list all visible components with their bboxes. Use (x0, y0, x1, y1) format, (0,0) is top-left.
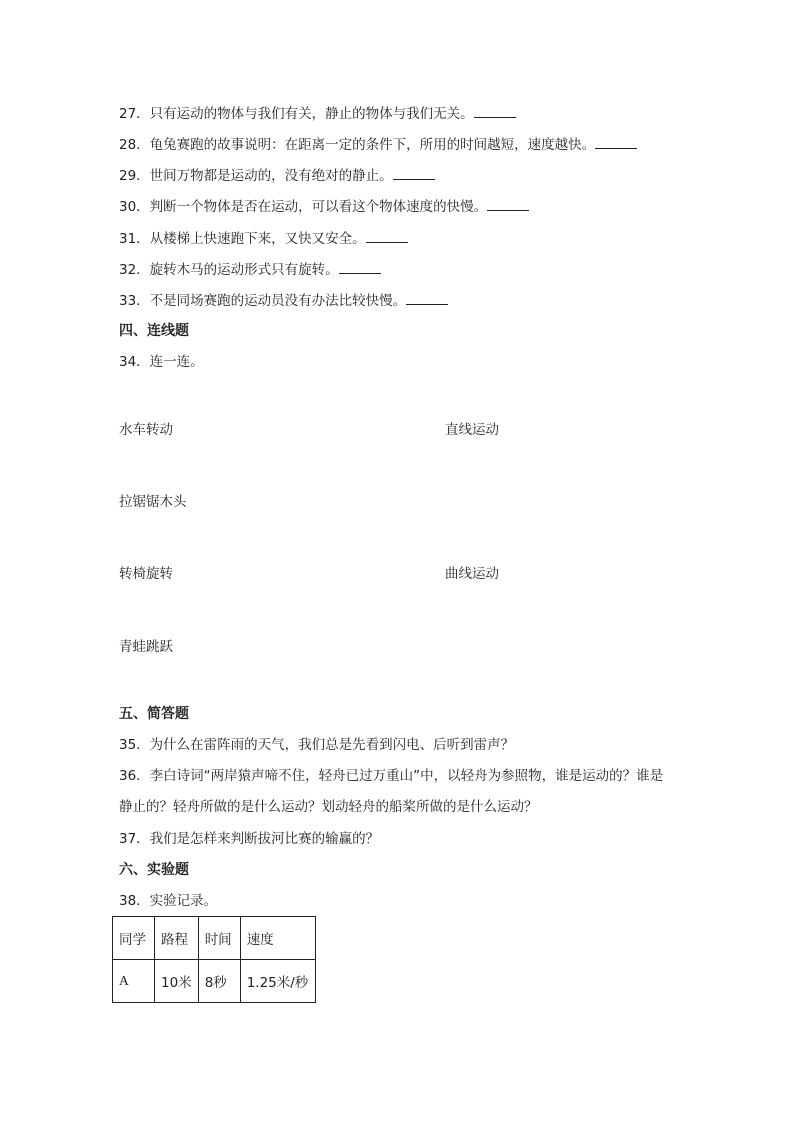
table-cell: 10米 (155, 960, 199, 1003)
answer-blank[interactable] (474, 103, 516, 118)
question-30: 30．判断一个物体是否在运动，可以看这个物体速度的快慢。 (119, 196, 529, 217)
question-32: 32．旋转木马的运动形式只有旋转。 (119, 259, 381, 280)
answer-blank[interactable] (595, 134, 637, 149)
answer-blank[interactable] (366, 228, 408, 243)
table-row (113, 960, 316, 1003)
answer-blank[interactable] (393, 165, 435, 180)
match-right-item[interactable]: 直线运动 (445, 422, 499, 438)
question-36: 36．李白诗词“两岸猿声啼不住，轻舟已过万重山”中，以轻舟为参照物，谁是运动的？谁是 (119, 768, 664, 784)
table-cell: A (113, 960, 155, 1003)
question-31: 31．从楼梯上快速跑下来，又快又安全。 (119, 228, 408, 249)
table-header-cell: 路程 (155, 917, 199, 960)
question-33: 33．不是同场赛跑的运动员没有办法比较快慢。 (119, 290, 448, 311)
table-header-row (113, 917, 316, 960)
match-left-item[interactable]: 拉锯锯木头 (119, 494, 187, 510)
answer-blank[interactable] (487, 196, 529, 211)
experiment-table (112, 916, 316, 1003)
match-right-item[interactable]: 曲线运动 (445, 566, 499, 582)
match-left-item[interactable]: 青蛙跳跃 (119, 639, 173, 655)
section-5-title: 五、简答题 (119, 706, 189, 722)
match-left-item[interactable]: 转椅旋转 (119, 566, 173, 582)
answer-blank[interactable] (406, 290, 448, 305)
question-34: 34．连一连。 (119, 354, 204, 370)
question-37: 37．我们是怎样来判断拔河比赛的输赢的？ (119, 831, 380, 847)
table-header-cell: 同学 (113, 917, 155, 960)
question-36-continued: 静止的？轻舟所做的是什么运动？划动轻舟的船桨所做的是什么运动？ (119, 799, 538, 815)
answer-blank[interactable] (339, 259, 381, 274)
table-header-cell: 时间 (198, 917, 240, 960)
question-38: 38．实验记录。 (119, 893, 218, 909)
match-left-item[interactable]: 水车转动 (119, 422, 173, 438)
section-6-title: 六、实验题 (119, 862, 189, 878)
question-28: 28．龟兔赛跑的故事说明：在距离一定的条件下，所用的时间越短，速度越快。 (119, 134, 637, 155)
question-27: 27．只有运动的物体与我们有关，静止的物体与我们无关。 (119, 103, 516, 124)
section-4-title: 四、连线题 (119, 323, 189, 339)
table-cell: 1.25米/秒 (240, 960, 315, 1003)
table-cell: 8秒 (198, 960, 240, 1003)
table-header-cell: 速度 (240, 917, 315, 960)
question-29: 29．世间万物都是运动的，没有绝对的静止。 (119, 165, 435, 186)
question-35: 35．为什么在雷阵雨的天气，我们总是先看到闪电、后听到雷声？ (119, 737, 515, 753)
